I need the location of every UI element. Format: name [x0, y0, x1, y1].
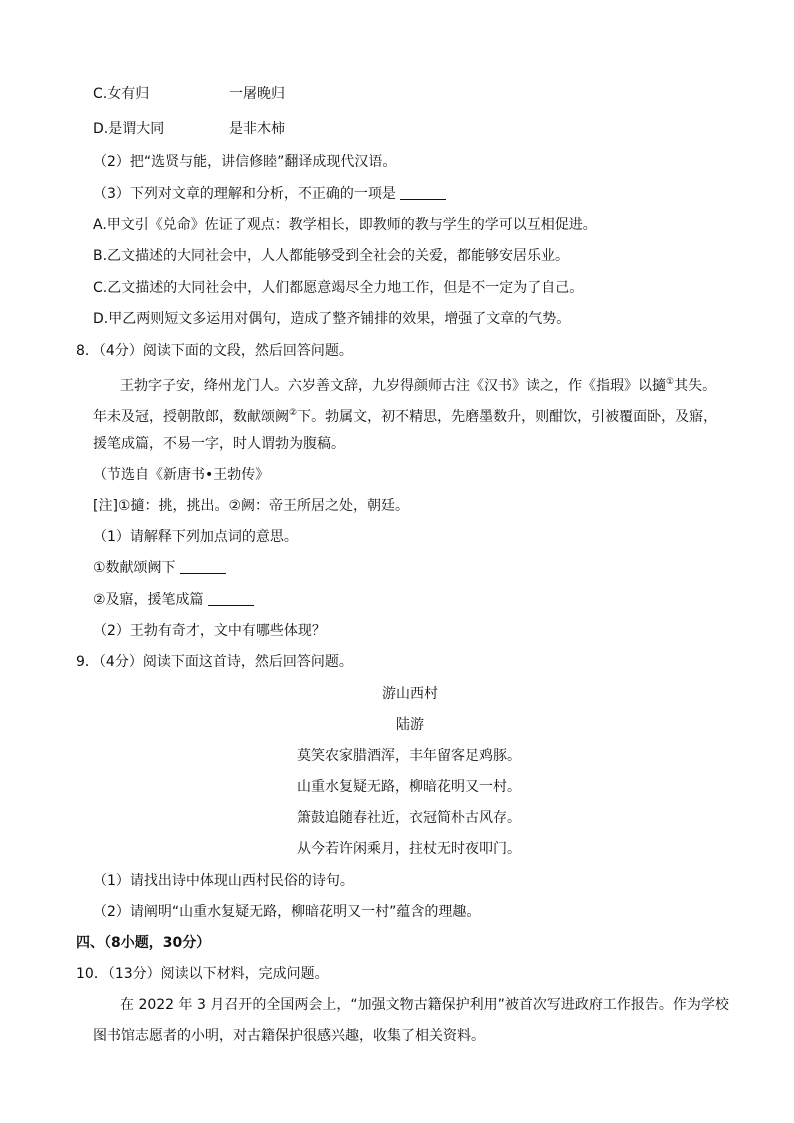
- choice-b: B.乙文描述的大同社会中，人人都能够受到全社会的关爱，都能够安居乐业。: [93, 248, 570, 264]
- q9-sub1: （1）请找出诗中体现山西村民俗的诗句。: [93, 873, 354, 889]
- choice-c: C.乙文描述的大同社会中，人们都愿意竭尽全力地工作，但是不一定为了自己。: [93, 280, 584, 296]
- option-c-right: 一屠晚归: [229, 86, 285, 102]
- q8-heading: 8．（4分）阅读下面的文段，然后回答问题。: [76, 343, 353, 359]
- q9-sub2: （2）请阐明“山重水复疑无路，柳暗花明又一村”蕴含的理趣。: [93, 904, 481, 920]
- passage-text: 其失。: [674, 378, 717, 394]
- poem-line: 箫鼓追随春社近，衣冠简朴古风存。: [297, 810, 521, 826]
- choice-a: A.甲文引《兑命》佐证了观点：教学相长，即教师的教与学生的学可以互相促进。: [93, 217, 597, 233]
- option-d-right: 是非木柿: [229, 121, 285, 137]
- answer-blank: [208, 591, 254, 606]
- q8-source: （节选自《新唐书•王勃传》: [93, 467, 270, 483]
- q7-sub2: （2）把“选贤与能，讲信修睦”翻译成现代汉语。: [93, 154, 397, 170]
- answer-blank: [180, 559, 226, 574]
- item-text: ①数献颂阙下: [93, 560, 176, 576]
- answer-blank: [400, 185, 446, 200]
- q8-note: [注]①擿：挑，挑出。②阙：帝王所居之处，朝廷。: [93, 498, 410, 514]
- q10-passage-line2: 图书馆志愿者的小明，对古籍保护很感兴趣，收集了相关资料。: [93, 1028, 485, 1044]
- q9-heading: 9．（4分）阅读下面这首诗，然后回答问题。: [76, 654, 353, 670]
- poem-line: 莫笑农家腊酒浑，丰年留客足鸡豚。: [297, 748, 521, 764]
- passage-text: 年未及冠，授朝散郎，数献颂阙: [93, 409, 289, 425]
- q8-passage-line3: 援笔成篇，不易一字，时人谓勃为腹稿。: [93, 436, 345, 452]
- q7-sub3-text: （3）下列对文章的理解和分析，不正确的一项是: [93, 186, 396, 202]
- choice-d: D.甲乙两则短文多运用对偶句，造成了整齐铺排的效果，增强了文章的气势。: [93, 311, 571, 327]
- passage-text: 王勃字子安，绛州龙门人。六岁善文辞，九岁得颜师古注《汉书》读之，作《指瑕》以擿: [120, 378, 666, 394]
- q8-sub2: （2）王勃有奇才，文中有哪些体现？: [93, 623, 326, 639]
- poem-line: 从今若许闲乘月，拄杖无时夜叩门。: [297, 841, 521, 857]
- q10-heading: 10．（13分）阅读以下材料，完成问题。: [76, 966, 329, 982]
- section-heading: 四、（8小题，30分）: [76, 935, 211, 951]
- q8-passage-line2: [93, 403, 717, 427]
- option-d-left: D.是谓大同: [93, 121, 165, 137]
- item-text: ②及寤，援笔成篇: [93, 592, 204, 608]
- q7-sub3: [93, 184, 446, 204]
- q8-passage-line1: [120, 372, 716, 396]
- q10-passage-line1: 在 2022 年 3 月召开的全国两会上，“加强文物古籍保护利用”被首次写进政府工作报告。作为学校: [120, 997, 729, 1013]
- q8-item2: [93, 590, 254, 610]
- q8-item1: [93, 558, 226, 578]
- poem-title: 游山西村: [382, 686, 438, 702]
- footnote-marker: ②: [289, 408, 298, 418]
- q8-sub1: （1）请解释下列加点词的意思。: [93, 529, 298, 545]
- footnote-marker: ①: [666, 377, 675, 387]
- option-c-left: C.女有归: [93, 86, 150, 102]
- poem-line: 山重水复疑无路，柳暗花明又一村。: [297, 779, 521, 795]
- passage-text: 下。勃属文，初不精思，先磨墨数升，则酣饮，引被覆面卧，及寤，: [297, 409, 718, 425]
- poem-author: 陆游: [396, 717, 424, 733]
